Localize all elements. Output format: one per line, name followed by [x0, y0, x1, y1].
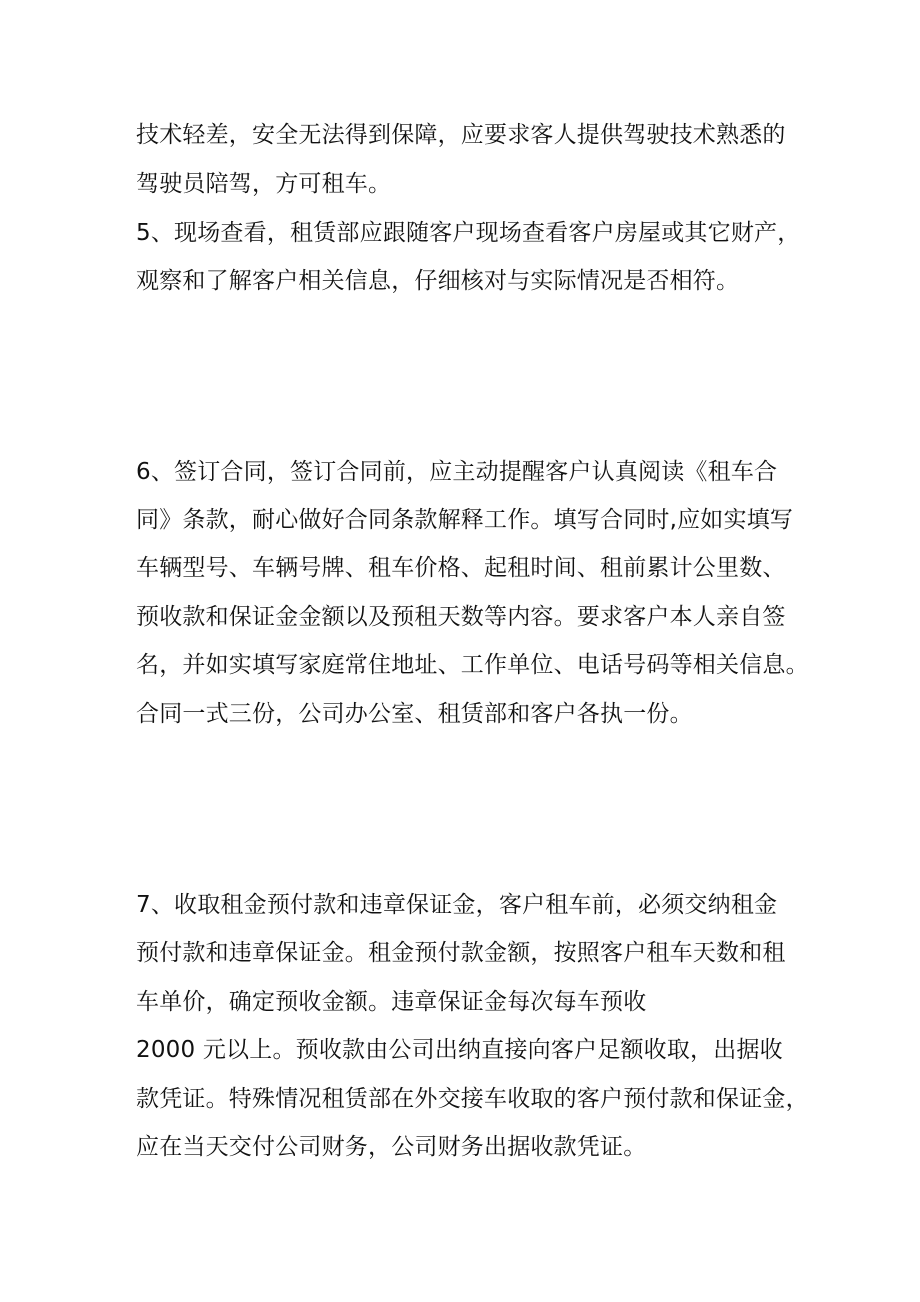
text-line: 6、签订合同，签订合同前，应主动提醒客户认真阅读《租车合 [136, 459, 778, 485]
text-line: 预收款和保证金金额以及预租天数等内容。要求客户本人亲自签 [136, 604, 786, 630]
text-line: 名，并如实填写家庭常住地址、工作单位、电话号码等相关信息。 [136, 652, 809, 678]
text-line: 应在当天交付公司财务，公司财务出据收款凭证。 [136, 1134, 647, 1160]
text-line: 驾驶员陪驾，方可租车。 [136, 171, 392, 197]
text-line: 车辆型号、车辆号牌、租车价格、起租时间、租前累计公里数、 [136, 555, 786, 581]
text-line: 车单价，确定预收金额。违章保证金每次每车预收 [136, 989, 647, 1015]
text-line: 预付款和违章保证金。租金预付款金额，按照客户租车天数和租 [136, 940, 786, 966]
text-line: 技术轻差，安全无法得到保障，应要求客人提供驾驶技术熟悉的 [136, 122, 786, 148]
text-line: 合同一式三份，公司办公室、租赁部和客户各执一份。 [136, 701, 693, 727]
text-line: 款凭证。特殊情况租赁部在外交接车收取的客户预付款和保证金， [136, 1086, 809, 1112]
text-line: 5、现场查看，租赁部应跟随客户现场查看客户房屋或其它财产， [136, 220, 801, 246]
text-line: 2000 元以上。预收款由公司出纳直接向客户足额收取，出据收 [136, 1037, 783, 1063]
text-line: 观察和了解客户相关信息，仔细核对与实际情况是否相符。 [136, 268, 740, 294]
text-line: 同》条款，耐心做好合同条款解释工作。填写合同时,应如实填写 [136, 507, 794, 533]
text-line: 7、收取租金预付款和违章保证金，客户租车前，必须交纳租金 [136, 892, 778, 918]
